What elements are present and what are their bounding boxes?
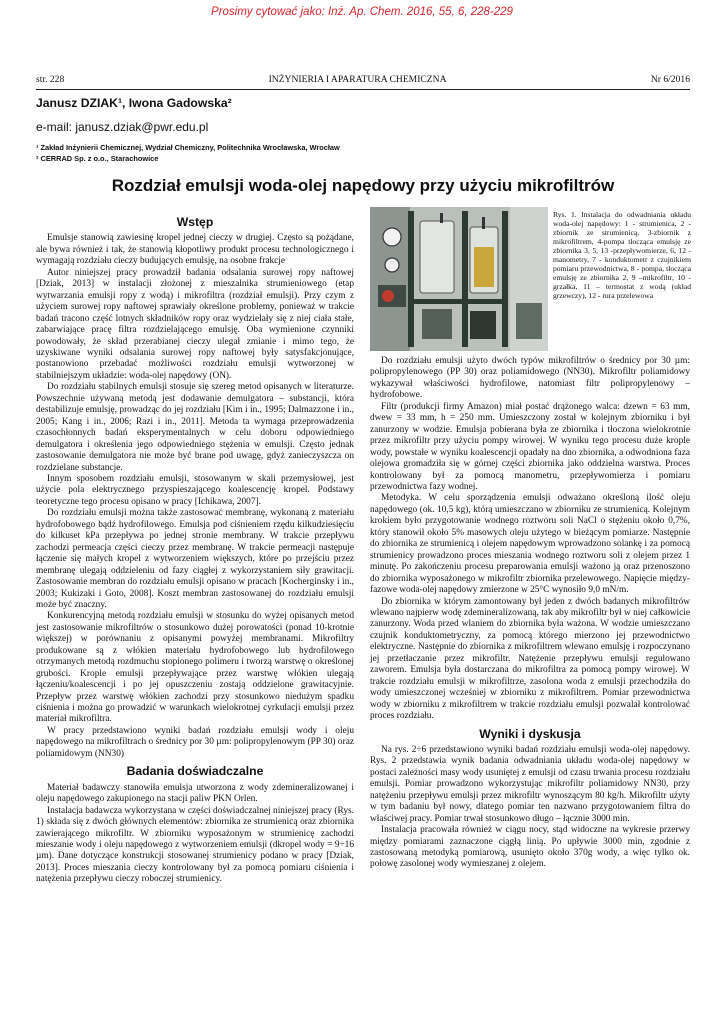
paragraph: Emulsje stanowią zawiesinę kropel jednej cieczy w drugiej. Często są pożądane, ale bywa również i tak, że stanowią kłopotliwy produkt procesu technologicznego i wymagają rozdziału cieczy budujących emulsję, na osobne frakcje: [36, 233, 354, 267]
paragraph: Innym sposobem rozdziału emulsji, stosowanym w skali przemysłowej, jest użycie pola elektrycznego przyspieszającego koalescencję kropel. Podstawy teoretyczne tego procesu opisano w pracy [Ichikawa, 2007].: [36, 473, 354, 507]
section-heading-methods: Badania doświadczalne: [126, 764, 264, 779]
paragraph: Materiał badawczy stanowiła emulsja utworzona z wody zdemineralizowanej i oleju napędowego zakupionego na stacji paliw PKN Orlen.: [36, 782, 354, 805]
journal-name: INŻYNIERIA I APARATURA CHEMICZNA: [268, 74, 447, 85]
page-number: str. 228: [36, 74, 65, 85]
installation-photo: [370, 207, 548, 351]
left-column: [36, 211, 354, 886]
running-header: [36, 74, 690, 85]
paragraph: Metodyka. W celu sporządzenia emulsji odważano określoną ilość oleju napędowego (ok. 10,5 kg), którą umieszczano w zbiorniku ze strumienicą. Kolejnym krokiem było przygotowanie wodnego roztworu soli NaCl o stężeniu około 0,7%, który stanowił około 5% masowych oleju użytego w bieżącym pomiarze. Następnie do zbiornika ze strumienicą i olejem napędowym wprowadzono solankę i za pomocą strumienicy prowadzono proces mieszania wodnego roztworu soli z olejem przez 1 minutę. Po zakończeniu procesu preparowania emulsji ważono ją oraz przenoszono do zbiornika wyposażonego w mikrofiltr zbiornika przelewowego. Napięcie między-fazowe woda-olej napędowy zmierzone w 25°C wynosiło 9,0 mN/m.: [370, 493, 690, 596]
paragraph: Instalacja badawcza wykorzystana w części doświadczalnej niniejszej pracy (Rys. 1) składa się z dwóch głównych elementów: zbiornika ze strumienicą oraz zbiornika zawierającego mikrofiltr. W zbiorniku wyposażonym w strumienicę zachodzi mieszanie wody i oleju napędowego z wytworzeniem emulsji (dkropel wody = 9÷16 µm). Dane dotyczące konstrukcji stosowanej strumienicy podano w pracy [Dziak, 2013]. Proces mieszania cieczy kontrolowany był za pomocą pomiaru ciśnienia i natężenia przepływu cieczy roboczej strumienicy.: [36, 805, 354, 885]
apparatus-illustration: [370, 207, 548, 351]
section-heading-intro: Wstęp: [176, 215, 214, 229]
paragraph: Autor niniejszej pracy prowadził badania odsalania surowej ropy naftowej [Dziak, 2013] w instalacji złożonej z mieszalnika strumieniowego (etap wytwarzania emulsji ropy z wodą) i mikrofiltra (rozdział emulsji). Przy czym z użyciem surowej ropy naftowej sprawiały określone problemy, ponieważ w trakcie badań tracono część lotnych składników ropy oraz wydzielały się z niej ciała stałe, zabarwiające pracę filtra rozdzielającego emulsję. Oba wymienione czynniki powodowały, że skład przerabianej cieczy ulegał zmianie i mimo tego, że uzyskiwane wyniki odsalania surowej ropy naftowej były satysfakcjonujące, postanowiono przebadać możliwości rozdziału emulsji wytworzonej w stabilniejszym układzie: woda-olej napędowy (ON).: [36, 267, 354, 381]
paragraph: Do rozdziału emulsji użyto dwóch typów mikrofiltrów o średnicy por 30 µm: polipropylenowego (PP 30) oraz poliamidowego (NN30). Mikrofiltr poliamidowy wykazywał właściwości hydrofilowe, natomiast filtr polipropylenowy – hydrofobowe.: [370, 356, 690, 401]
issue-number: Nr 6/2016: [650, 74, 690, 85]
paragraph: Do rozdziału stabilnych emulsji stosuje się szereg metod opisanych w literaturze. Powszechnie używaną metodą jest dodawanie demulgatora – substancji, która destabilizuje emulsję, prowadząc do jej rozdziału [Kim i in., 1995; Dalmazzone i in., 2005; Kang i in., 2006; Razi i in., 2011]. Metoda ta wymaga przeprowadzenia czasochłonnych badań eksperymentalnych w celu doboru odpowiedniego demulgatora i określenia jego odpowiedniego stężenia w emulsji. Często jednak zastosowanie demulgatora nie może być brane pod uwagę, gdyż zanieczyszcza on rozdzielane substancje.: [36, 382, 354, 473]
paragraph: Konkurencyjną metodą rozdziału emulsji w stosunku do wyżej opisanych metod jest zastosowanie mikrofiltrów o stosunkowo dużej porowatości (ponad 10-krotnie większej) w porównaniu z opisanymi powyżej membranami. Mikrofiltry produkowane są z włókien materiału hydrofobowego lub hydrofilowego otrzymanych metodą rozdmuchu stopionego polimeru i tworzą warstwę o określonej grubości. Krople emulsji przepływające przez warstwę włókien ulegają łączeniu/koalescencji i po jej opuszczeniu zostają oddzielone grawitacyjnie. Przepływ przez warstwę włókien zachodzi przy stosunkowo niedużym spadku ciśnienia i można go prowadzić w warunkach wielokrotnej cyrkulacji emulsji przez materiał mikrofiltra.: [36, 611, 354, 725]
header-rule: [36, 89, 690, 90]
paragraph: Do zbiornika w którym zamontowany był jeden z dwóch badanych mikrofiltrów wlewano najpierw wodę zdemineralizowaną, tak aby mikrofiltr był w niej całkowicie zanurzony. Woda przed wlaniem do zbiornika była ważona. W wodzie umieszczano czujnik konduktometryczny, za pomocą którego mierzono jej przewodnictwo elektryczne. Następnie do zbiornika z mikrofiltrem wlewano emulsję i rozpoczynano jej przetłaczanie przez mikrofiltr. Natężenie przepływu emulsji regulowano zaworem. Emulsja była dostarczana do mikrofiltra za pomocą pompy wirowej. W trakcie rozdziału emulsji w mikrofiltrze, zasolona woda z emulsji przechodziła do wody umieszczonej wcześniej w zbiorniku z mikrofiltrem. Pomiar przewodnictwa wody w zbiorniku z mikrofiltrem w trakcie rozdziału emulsji pozwalał kontrolować proces rozdziału.: [370, 596, 690, 722]
affiliation-1: ¹ Zakład Inżynierii Chemicznej, Wydział Chemiczny, Politechnika Wrocławska, Wrocław: [36, 143, 340, 152]
paragraph: Instalacja pracowała również w ciągu nocy, stąd widoczne na wykresie przerwy między pomiarami zaznaczone ciągłą linią. Po upływie 3000 min, zgodnie z zastosowaną metodyką pomiarową, usunięto około 370g wody, a więc tylko ok. połowę zasolonej wody wymieszanej z olejem.: [370, 825, 690, 870]
paragraph: W pracy przedstawiono wyniki badań rozdziału emulsji wody i oleju napędowego na mikrofiltrach o średnicy por 30 µm: polipropylenowym (PP 30) oraz poliamidowym (NN30): [36, 725, 354, 759]
citation-note: Prosimy cytować jako: Inż. Ap. Chem. 2016, 55, 6, 228-229: [211, 6, 513, 18]
paper-title: Rozdział emulsji woda-olej napędowy przy użyciu mikrofiltrów: [111, 176, 615, 195]
paragraph: Na rys. 2÷6 przedstawiono wyniki badań rozdziału emulsji woda-olej napędowy. Rys. 2 przedstawia wynik badania odwadniania układu woda-olej napędowy w postaci zależności masy wody usuniętej z emulsji od czasu trwania procesu rozdziału emulsji. Pomiar prowadzono wykorzystując mikrofiltr poliamidowy NN30, przy natężeniu przepływu emulsji przez mikrofiltr wynoszącym 80 kg/h. Mikrofiltr użyty w tym badaniu był nowy, dlatego pomiar ten nazwano przygotowaniem filtra do właściwej pracy. Pomiar trwał stosunkowo długo – łącznie 3000 min.: [370, 744, 690, 824]
figure-caption: Rys. 1. Instalacja do odwadniania układu woda-olej napędowy: 1 - strumienica, 2 - zbiornik ze strumienicą, 3-zbiornik z mikrofiltrem, 4-pompa tłocząca emulsję ze zbiornika 3, 5, 13 -przepływomierze, 6, 12 - manometry, 7 - konduktometr z czujnikiem pomiaru przewodnictwa, 8 - pompa, tłocząca emulsję ze zbiornika 2, 9 –mikrofiltr, 10 - grzałka, 11 – termostat z wodą (układ grzewczy), 12 - rura przelewowa: [553, 210, 691, 300]
authors: Janusz DZIAK¹, Iwona Gadowska²: [36, 96, 232, 110]
section-heading-results: Wyniki i dyskusja: [479, 726, 581, 741]
paragraph: Filtr (produkcji firmy Amazon) miał postać drążonego walca: dzewn = 63 mm, dwew = 33 mm, h = 250 mm. Umieszczony został w kolejnym zbiorniku i był zanurzony w wodzie. Emulsja pobierana była ze zbiornika i tłoczona wielokrotnie przez mikrofiltr przy użyciu pompy wirowej. W wyniku tego procesu duże krople wody, powstałe w wyniku koalescencji opadały na dno zbiornika, a odwodniona faza olejowa gromadziła się w górnej części zbiornika jako oddzielna warstwa. Proces kontrolowany był za pomocą manometru, przepływomierza i pomiaru przewodnictwa fazy wodnej.: [370, 401, 690, 492]
affiliation-2: ² CERRAD Sp. z o.o., Starachowice: [36, 154, 159, 163]
paragraph: Do rozdziału emulsji można także zastosować membranę, wykonaną z materiału hydrofobowego bądź hydrofilowego. Emulsja pod ciśnieniem rzędu kilkudziesięciu do kilkuset kPa przepływa po jednej stronie membrany. W trakcie przepływu zachodzi permeacja części cieczy przez membranę. W trakcie permeacji następuje łączenie się małych kropel z wytworzeniem większych, które po przejściu przez membranę ulegają oddzieleniu od fazy ciągłej z wykorzystaniem siły grawitacji. Zastosowanie membran do rozdziału emulsji opisano w pracach [Kocherginsky i in., 2003; Kukizaki i Goto, 2008]. Koszt membran zastosowanej do rozdziału emulsji może być znaczny.: [36, 508, 354, 610]
right-column: [370, 356, 690, 871]
author-email: e-mail: janusz.dziak@pwr.edu.pl: [36, 120, 209, 134]
